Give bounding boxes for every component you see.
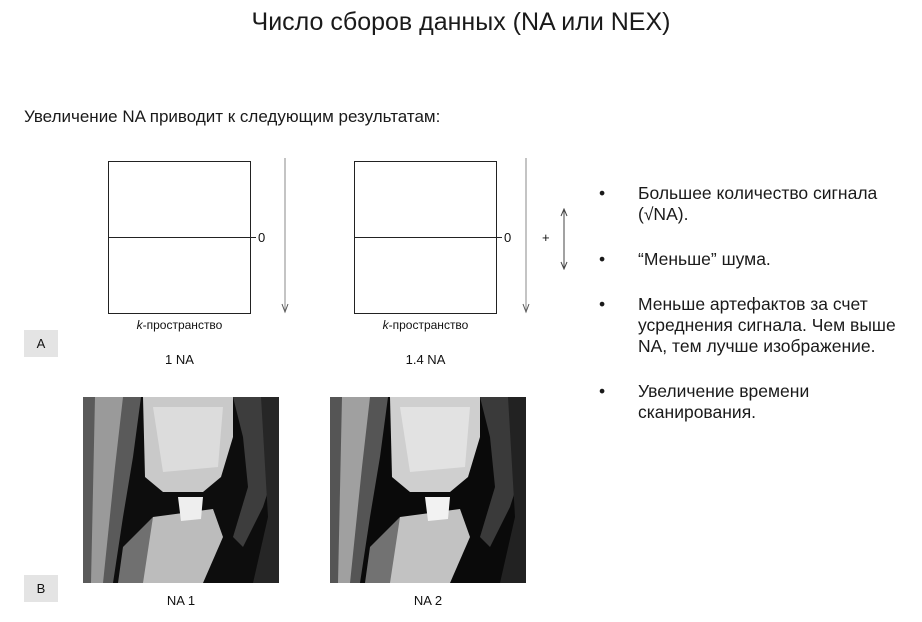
mri-caption-na1: NA 1	[166, 593, 196, 608]
mri-image-na1	[83, 397, 279, 583]
na-label-1na: 1 NA	[165, 352, 194, 367]
kspace-label-1na: k-пространство	[136, 318, 223, 332]
plus-label: +	[542, 230, 550, 245]
mri-image-na2	[330, 397, 526, 583]
list-item: • Увеличение времени сканирования.	[599, 381, 810, 422]
list-item: • Меньше артефактов за счет усреднения сигнала. Чем выше NA, тем лучше изображение.	[599, 294, 896, 356]
bullet-icon: •	[599, 294, 606, 314]
mri-caption-na2: NA 2	[413, 593, 443, 608]
panel-tag-a: A	[24, 330, 58, 357]
panel-tag-b: B	[24, 575, 58, 602]
zero-label-1-4na: 0	[504, 230, 512, 245]
list-item: • Большее количество сигнала (√NA).	[599, 183, 878, 224]
zero-label-1na: 0	[258, 230, 266, 245]
down-arrow-1na-icon	[279, 158, 291, 318]
kspace-center-line-1na	[108, 237, 256, 238]
intro-text: Увеличение NA приводит к следующим результатам:	[24, 107, 441, 126]
kspace-label-1-4na: k-пространство	[382, 318, 469, 332]
bullet-icon: •	[599, 381, 606, 401]
slide-title: Число сборов данных (NA или NEX)	[251, 8, 671, 36]
bullet-icon: •	[599, 183, 606, 203]
bullet-icon: •	[599, 249, 606, 269]
double-arrow-icon	[557, 208, 571, 270]
na-label-1-4na: 1.4 NA	[405, 352, 446, 367]
down-arrow-1-4na-icon	[520, 158, 532, 318]
kspace-center-line-1-4na	[354, 237, 502, 238]
results-list	[596, 183, 914, 447]
list-item: • “Меньше” шума.	[599, 249, 771, 269]
